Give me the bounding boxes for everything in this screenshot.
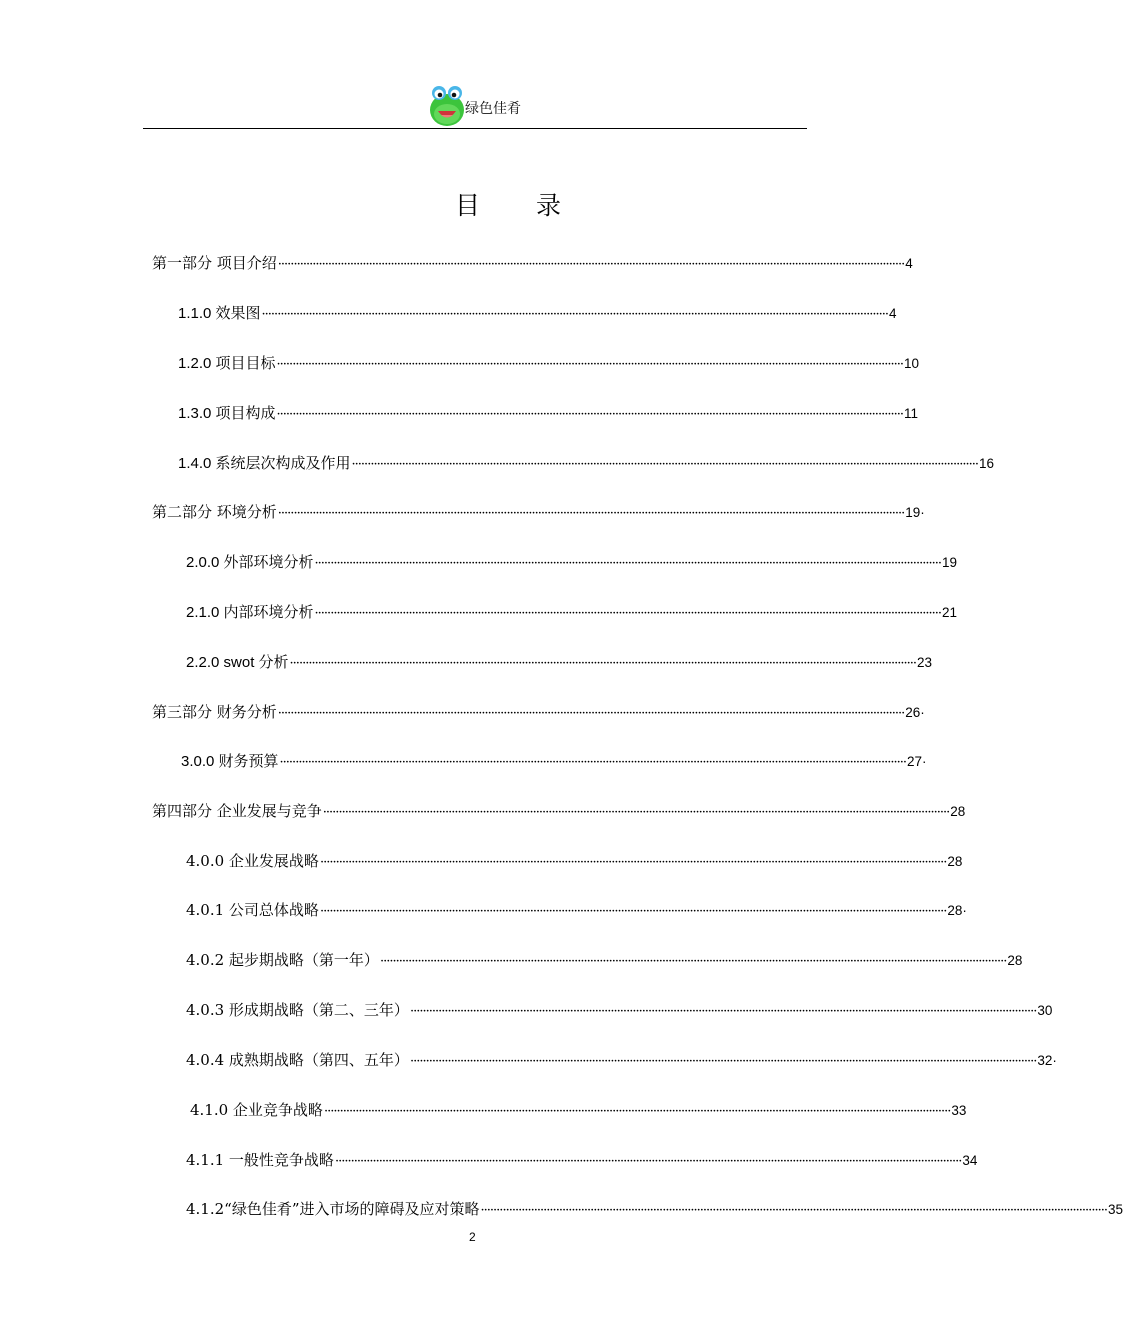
toc-entry-1-2-0[interactable]: 1.2.0 项目目标 ········································································································································································································ 10 [178, 355, 920, 372]
toc-entry-4-0-3[interactable]: 4.0.3 形成期战略（第二、三年） ········································································································································································································ 30 [186, 1001, 1053, 1019]
page-header [0, 0, 950, 140]
toc-entry-4-0-1[interactable]: 4.0.1 公司总体战略 ········································································································································································································ 28· [186, 901, 967, 919]
brand-name: 绿色佳肴 [465, 101, 521, 117]
toc-entry-2-1-0[interactable]: 2.1.0 内部环境分析 ········································································································································································································ 21 [186, 604, 958, 621]
toc-entry-4-1-1[interactable]: 4.1.1 一般性竞争战略 ········································································································································································································ 34 [186, 1151, 978, 1169]
toc-entry-4-0-0[interactable]: 4.0.0 企业发展战略 ········································································································································································································ 28 [186, 852, 963, 870]
toc-title [455, 186, 561, 222]
toc-entry-part-4[interactable]: 第四部分 企业发展与竞争 ········································································································································································································ 28 [152, 802, 966, 820]
toc-entry-4-1-0[interactable]: 4.1.0 企业竞争战略 ········································································································································································································ 33 [190, 1101, 967, 1119]
toc-entry-4-1-2[interactable]: 4.1.2“绿色佳肴”进入市场的障碍及应对策略 ········································································································································································································ 35 [186, 1200, 1123, 1218]
toc-entry-1-1-0[interactable]: 1.1.0 效果图 ········································································································································································································ 4 [178, 305, 897, 322]
toc-entry-3-0-0[interactable]: 3.0.0 财务预算 ········································································································································································································ 27· [181, 753, 927, 770]
toc-entry-4-0-4[interactable]: 4.0.4 成熟期战略（第四、五年） ········································································································································································································ 32· [186, 1051, 1057, 1069]
toc-title-right: 录 [536, 191, 562, 220]
toc-entry-part-3[interactable]: 第三部分 财务分析 ········································································································································································································ 26· [152, 703, 925, 721]
toc-title-left: 目 [455, 191, 481, 220]
toc-entry-part-1[interactable]: 第一部分 项目介绍 ········································································································································································································ 4 [152, 254, 913, 272]
toc-entry-4-0-2[interactable]: 4.0.2 起步期战略（第一年） ········································································································································································································ 28 [186, 951, 1023, 969]
green-smiling-mascot-icon [427, 84, 467, 128]
toc-entry-1-4-0[interactable]: 1.4.0 系统层次构成及作用 ········································································································································································································ 16 [178, 455, 995, 472]
toc-entry-part-2[interactable]: 第二部分 环境分析 ········································································································································································································ 19· [152, 503, 925, 521]
header-divider [143, 128, 807, 129]
page-number: 2 [469, 1230, 476, 1244]
toc-entry-2-0-0[interactable]: 2.0.0 外部环境分析 ········································································································································································································ 19 [186, 554, 958, 571]
toc-entry-1-3-0[interactable]: 1.3.0 项目构成 ········································································································································································································ 11 [178, 405, 919, 422]
toc-entry-2-2-0[interactable]: 2.2.0 swot 分析 ········································································································································································································ 23 [186, 654, 933, 671]
